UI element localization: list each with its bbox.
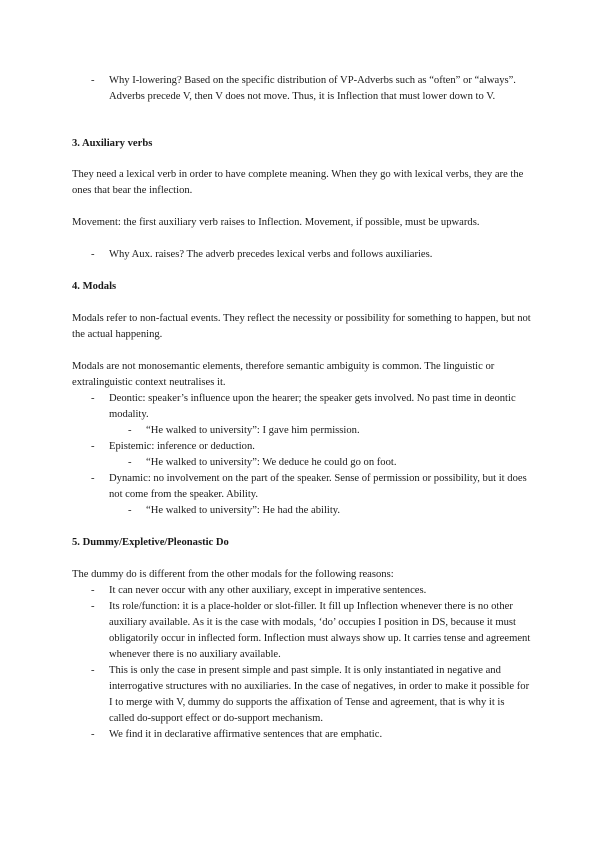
list-item-text: Why I-lowering? Based on the specific distribution of VP-Adverbs such as “often” or “always”. Adverbs precede V, then V does not move. Thus, it is Inflection that must lower down to V.	[109, 75, 516, 102]
bullet-dash: -	[91, 585, 95, 596]
list-item-text: Deontic: speaker’s influence upon the hearer; the speaker gets involved. No past time in deontic modality.	[109, 393, 516, 420]
list-item-text: It can never occur with any other auxiliary, except in imperative sentences.	[109, 585, 427, 596]
example-text: “He walked to university”: We deduce he could go on foot.	[146, 457, 397, 468]
sub-list-item	[72, 423, 532, 439]
bullet-dash: -	[91, 665, 95, 676]
section-heading-dummy-do: 5. Dummy/Expletive/Pleonastic Do	[72, 537, 229, 548]
list-item	[72, 727, 532, 743]
bullet-dash: -	[128, 505, 132, 516]
example-text: “He walked to university”: I gave him permission.	[146, 425, 360, 436]
sub-list-item	[72, 503, 532, 519]
list-item-text: This is only the case in present simple and past simple. It is only instantiated in negative and interrogative structures with no auxiliaries. In the case of negatives, in order to make it possible for I to merge with V, dummy do supports the affixation of Tense and agreement, that is why it is called do-support effect or do-support mechanism.	[109, 665, 530, 724]
list-item	[72, 73, 532, 105]
list-item-text: We find it in declarative affirmative sentences that are emphatic.	[109, 729, 383, 740]
list-item	[72, 247, 532, 263]
bullet-dash: -	[91, 75, 95, 86]
list-item-text: Its role/function: it is a place-holder or slot-filler. It fill up Inflection whenever there is no other auxiliary available. As it is the case with modals, ‘do’ occupies I position in DS, because it must obligatorily occur in inflected form. Inflection must always show up. It carries tense and agreement whenever there is no auxiliary available.	[109, 601, 531, 660]
bullet-dash: -	[91, 473, 95, 484]
bullet-dash: -	[91, 441, 95, 452]
list-item	[72, 599, 532, 663]
paragraph: Modals are not monosemantic elements, therefore semantic ambiguity is common. The linguistic or extralinguistic context neutralises it.	[72, 361, 495, 388]
section-heading-modals: 4. Modals	[72, 281, 117, 292]
list-item-text: Dynamic: no involvement on the part of the speaker. Sense of permission or possibility, but it does not come from the speaker. Ability.	[109, 473, 527, 500]
list-item	[72, 663, 532, 727]
sub-list-item	[72, 455, 532, 471]
bullet-dash: -	[91, 729, 95, 740]
list-item-deontic	[72, 391, 532, 423]
bullet-dash: -	[91, 393, 95, 404]
list-item	[72, 583, 532, 599]
bullet-dash: -	[128, 457, 132, 468]
paragraph: They need a lexical verb in order to have complete meaning. When they go with lexical verbs, they are the ones that bear the inflection.	[72, 169, 524, 196]
bullet-dash: -	[91, 601, 95, 612]
paragraph: The dummy do is different from the other modals for the following reasons:	[72, 569, 394, 580]
aux-list	[72, 247, 532, 263]
list-item-epistemic	[72, 439, 532, 455]
bullet-dash: -	[91, 249, 95, 260]
list-item-text: Why Aux. raises? The adverb precedes lexical verbs and follows auxiliaries.	[109, 249, 433, 260]
list-item-dynamic	[72, 471, 532, 503]
list-item-text: Epistemic: inference or deduction.	[109, 441, 255, 452]
example-text: “He walked to university”: He had the ability.	[146, 505, 341, 516]
paragraph: Movement: the first auxiliary verb raises to Inflection. Movement, if possible, must be upwards.	[72, 217, 480, 228]
modality-list	[72, 391, 532, 519]
dummy-do-list	[72, 583, 532, 743]
section-heading-auxiliary-verbs: 3. Auxiliary verbs	[72, 138, 153, 149]
bullet-dash: -	[128, 425, 132, 436]
intro-list	[72, 73, 532, 105]
paragraph: Modals refer to non-factual events. They reflect the necessity or possibility for something to happen, but not the actual happening.	[72, 313, 531, 340]
